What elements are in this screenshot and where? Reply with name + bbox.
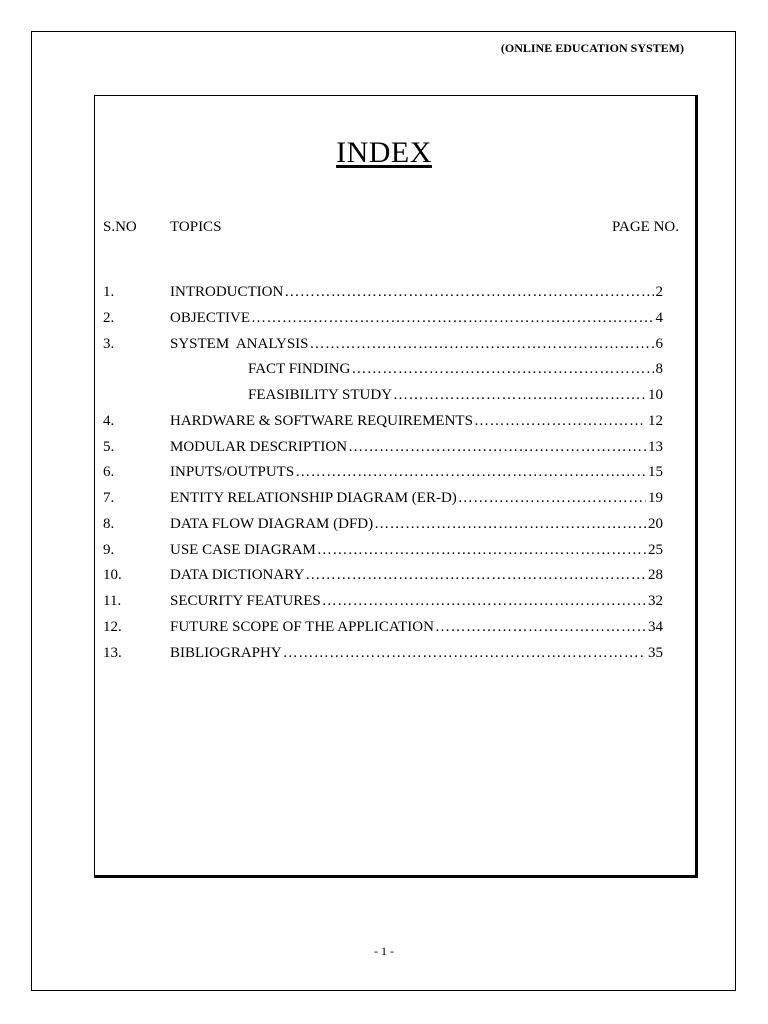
toc-entry-title: FEASIBILITY STUDY <box>248 387 393 403</box>
toc-entry-page: 19 <box>648 490 663 506</box>
toc-entry-line <box>170 463 663 481</box>
toc-entry <box>103 283 663 309</box>
toc-entry-title: SECURITY FEATURES <box>170 593 321 609</box>
toc-entry-line <box>170 309 663 327</box>
dot-leader <box>374 515 646 533</box>
toc-entry-line <box>248 386 663 404</box>
dot-leader <box>284 283 653 301</box>
dot-leader <box>322 592 646 610</box>
toc-entry-number: 4. <box>103 412 115 429</box>
toc-entry <box>103 438 663 464</box>
toc-entry-number: 13. <box>103 644 122 661</box>
toc-entry <box>103 360 663 386</box>
toc-entry-title: OBJECTIVE <box>170 309 250 326</box>
toc-entry-title: USE CASE DIAGRAM <box>170 541 316 558</box>
toc-entry <box>103 618 663 644</box>
toc-entry-line <box>170 335 663 353</box>
dot-leader <box>474 412 646 430</box>
toc-entry-number: 2. <box>103 309 115 326</box>
column-header-sno: S.NO <box>103 219 137 235</box>
toc-entry-line <box>170 515 663 533</box>
toc-entry-number: 10. <box>103 567 122 584</box>
dot-leader <box>295 463 646 481</box>
toc-entry <box>103 541 663 567</box>
toc-entry-line <box>170 283 663 301</box>
toc-entry-line <box>170 438 663 456</box>
dot-leader <box>317 541 646 559</box>
toc-entry-page: 6 <box>655 335 663 352</box>
page-number: - 1 - <box>374 944 394 958</box>
column-header-page: PAGE NO. <box>612 219 679 235</box>
toc-entry <box>103 515 663 541</box>
dot-leader <box>458 489 646 507</box>
toc-entry-number: 1. <box>103 284 115 300</box>
toc-entry-line <box>170 541 663 559</box>
toc-entry-line <box>170 489 663 507</box>
dot-leader <box>351 360 653 378</box>
toc-entry-page: 25 <box>648 541 663 558</box>
index-heading: INDEX <box>336 136 432 169</box>
toc-entry-title: INPUTS/OUTPUTS <box>170 464 295 481</box>
toc-entry-number: 3. <box>103 335 115 352</box>
toc-entry-number: 8. <box>103 515 115 532</box>
table-of-contents <box>103 283 663 669</box>
toc-entry-title: FUTURE SCOPE OF THE APPLICATION <box>170 618 434 635</box>
toc-entry <box>103 386 663 412</box>
toc-entry-page: 20 <box>648 515 663 532</box>
dot-leader <box>435 618 646 636</box>
dot-leader <box>251 309 654 327</box>
dot-leader <box>305 566 646 584</box>
toc-entry-page: 8 <box>655 361 663 378</box>
toc-entry-page: 12 <box>648 412 663 429</box>
toc-entry <box>103 309 663 335</box>
toc-entry-page: 13 <box>648 438 663 455</box>
toc-entry <box>103 489 663 515</box>
toc-entry <box>103 644 663 670</box>
toc-entry-page: 2 <box>655 284 663 300</box>
dot-leader <box>393 386 646 404</box>
toc-entry-number: 12. <box>103 618 122 635</box>
toc-entry-line <box>170 618 663 636</box>
toc-entry <box>103 335 663 361</box>
toc-entry-title: ENTITY RELATIONSHIP DIAGRAM (ER-D) <box>170 490 457 506</box>
toc-entry <box>103 592 663 618</box>
column-header-topics: TOPICS <box>170 219 222 235</box>
toc-entry-title: INTRODUCTION <box>170 284 284 300</box>
dot-leader <box>283 644 646 662</box>
toc-entry-title: HARDWARE & SOFTWARE REQUIREMENTS <box>170 412 473 429</box>
toc-entry-line <box>170 566 663 584</box>
toc-entry-title: MODULAR DESCRIPTION <box>170 438 348 455</box>
toc-entry-number: 7. <box>103 490 115 506</box>
toc-entry-title: BIBLIOGRAPHY <box>170 644 282 661</box>
toc-entry-page: 34 <box>648 618 663 635</box>
toc-entry-line <box>248 360 663 378</box>
toc-entry-line <box>170 644 663 662</box>
toc-entry <box>103 463 663 489</box>
toc-entry-title: DATA DICTIONARY <box>170 567 305 584</box>
toc-entry-title: SYSTEM ANALYSIS <box>170 335 309 352</box>
toc-entry-line <box>170 412 663 430</box>
toc-entry-title: DATA FLOW DIAGRAM (DFD) <box>170 515 374 532</box>
toc-entry-page: 10 <box>648 387 663 403</box>
document-header-title: (ONLINE EDUCATION SYSTEM) <box>500 41 684 55</box>
toc-entry <box>103 412 663 438</box>
toc-entry-number: 5. <box>103 438 115 455</box>
toc-entry-page: 35 <box>648 644 663 661</box>
toc-entry <box>103 566 663 592</box>
dot-leader <box>310 335 654 353</box>
toc-entry-page: 28 <box>648 567 663 584</box>
toc-entry-page: 32 <box>648 593 663 609</box>
toc-entry-page: 4 <box>655 309 663 326</box>
toc-entry-number: 9. <box>103 541 115 558</box>
dot-leader <box>348 438 646 456</box>
toc-entry-page: 15 <box>648 464 663 481</box>
toc-entry-title: FACT FINDING <box>248 361 351 378</box>
toc-entry-number: 11. <box>103 593 122 609</box>
toc-entry-number: 6. <box>103 464 115 481</box>
toc-entry-line <box>170 592 663 610</box>
